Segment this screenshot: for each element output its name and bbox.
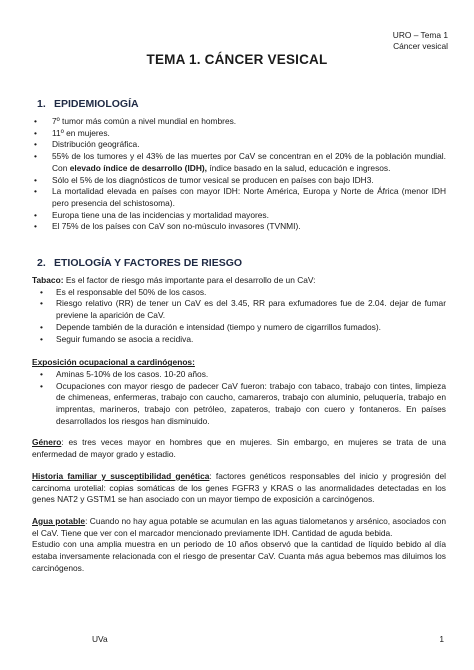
tabaco-paragraph xyxy=(32,275,446,287)
list-item-text: índice basado en la salud, educación e ingresos. xyxy=(207,162,391,173)
exposicion-list xyxy=(32,369,446,428)
list-item: • 7º tumor más común a nivel mundial en hombres. xyxy=(32,116,446,128)
list-item: • Distribución geográfica. xyxy=(32,139,446,151)
list-item: • La mortalidad elevada en países con mayor IDH: Norte América, Europa y Norte de África (menor IDH pero presencia del schistosoma). xyxy=(32,186,446,209)
document-body xyxy=(32,80,446,575)
list-item: • Depende también de la duración e intensidad (tiempo y numero de cigarrillos fumados). xyxy=(32,322,446,334)
agua-text: : Cuando no hay agua potable se acumulan en las aguas tialometanos y arsénico, asociados con el CaV. Tiene que ver con el marcador mencionado previamente IDH. Cantidad de aguda bebida. xyxy=(32,515,446,538)
document-title: TEMA 1. CÁNCER VESICAL xyxy=(146,52,328,67)
list-item: • 11º en mujeres. xyxy=(32,128,446,140)
agua-paragraph xyxy=(32,516,446,539)
historia-paragraph xyxy=(32,471,446,506)
section-heading-epidemiologia xyxy=(32,98,446,111)
header-topic: Cáncer vesical xyxy=(393,41,448,51)
historia-label: Historia familiar y susceptibilidad genética xyxy=(32,470,210,481)
list-item: • Sólo el 5% de los diagnósticos de tumor vesical se producen en países con bajo IDH3. xyxy=(32,175,446,187)
section-title: ETIOLOGÍA Y FACTORES DE RIESGO xyxy=(54,257,243,270)
list-item: • Riesgo relativo (RR) de tener un CaV es del 3.45, RR para exfumadores fue de 2.04. dejar de fumar previene la aparición de CaV. xyxy=(32,298,446,321)
section-number: 1. xyxy=(37,98,46,110)
list-item-text: 55% de los tumores y el 43% de las muertes por CaV se concentran en el 20% de la población mundial. Con xyxy=(52,151,446,173)
genero-label: Género xyxy=(32,437,62,448)
agua-paragraph-2: Estudio con una amplia muestra en un periodo de 10 años observó que la cantidad de líquido bebido al día estaba inversamente relacionada con el riesgo de presentar CaV. Cuanta más agua bebemos mas diluimos los carcinógenos. xyxy=(32,539,446,573)
page-number: 1 xyxy=(439,634,444,644)
genero-paragraph xyxy=(32,437,446,460)
agua-label: Agua potable xyxy=(32,515,86,526)
list-item: • Ocupaciones con mayor riesgo de padecer CaV fueron: trabajo con tabaco, trabajo con tintes, limpieza de chimeneas, enfermeras, trabajo con caucho, camareros, trabajo con aluminio, peluquería, trabajo en imprentas, marineros, trabajo con petróleo, zapateros, trabajo con cuero y fontaneros. En países desarrollados los riesgos han disminuido. xyxy=(32,381,446,428)
list-item: • Aminas 5-10% de los casos. 10-20 años. xyxy=(32,369,446,381)
list-item: • Es el responsable del 50% de los casos. xyxy=(32,287,446,299)
exposicion-heading: Exposición ocupacional a cardinógenos: xyxy=(32,357,195,368)
list-item-bold: elevado índice de desarrollo (IDH), xyxy=(69,162,207,173)
tabaco-label: Tabaco: xyxy=(32,275,64,286)
list-item: • El 75% de los países con CaV son no-músculo invasores (TVNMI). xyxy=(32,221,446,233)
tabaco-list xyxy=(32,287,446,346)
section-title: EPIDEMIOLOGÍA xyxy=(54,98,139,110)
list-item: • Seguir fumando se asocia a recidiva. xyxy=(32,334,446,346)
footer-institution: UVa xyxy=(92,634,108,644)
header-course: URO – Tema 1 xyxy=(392,30,448,40)
historia-text: : factores genéticos responsables del inicio y progresión del carcinoma urotelial: copias somáticas de los genes FGFR3 y KRAS o las anormalidades detectadas en los genes NAT2 y GSTM1 se han asociado con un mayor tiempo de exposición a carcinógenos. xyxy=(32,470,446,505)
list-item: • Europa tiene una de las incidencias y mortalidad mayores. xyxy=(32,210,446,222)
genero-text: : es tres veces mayor en hombres que en mujeres. Sin embargo, en mujeres se trata de una enfermedad de mayor grado y estadio. xyxy=(32,437,446,460)
epidemiologia-list xyxy=(32,116,446,233)
page-header xyxy=(393,30,448,52)
section-heading-etiologia xyxy=(32,257,446,270)
tabaco-text: Es el factor de riesgo más importante para el desarrollo de un CaV: xyxy=(63,275,316,286)
section-number: 2. xyxy=(37,257,46,270)
list-item xyxy=(32,151,446,174)
